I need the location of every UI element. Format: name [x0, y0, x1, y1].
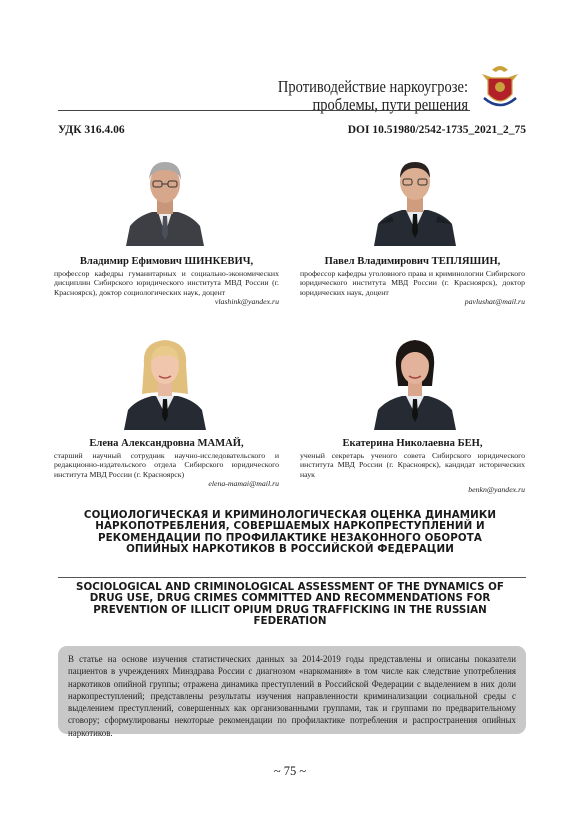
- author-affiliation: ученый секретарь ученого совета Сибирского юридического института МВД России (г. Красноярск), кандидат исторических наук: [300, 451, 525, 479]
- author-email[interactable]: vlashink@yandex.ru: [214, 297, 279, 307]
- journal-title-line1: Противодействие наркоугрозе:: [277, 77, 468, 96]
- abstract-box: [58, 646, 526, 738]
- author-photo-ben: [372, 334, 458, 430]
- author-photo-shinkevich: [122, 150, 208, 246]
- author-name: Екатерина Николаевна БЕН,: [342, 438, 483, 449]
- author-block-teplyashin: [300, 256, 525, 307]
- author-block-mamai: [54, 438, 279, 489]
- header-rule: [58, 110, 470, 111]
- article-title-en: SOCIOLOGICAL AND CRIMINOLOGICAL ASSESSMENT OF THE DYNAMICS OF DRUG USE, DRUG CRIMES COMMITTED AND RECOMMENDATIONS FOR PREVENTION OF ILLICIT OPIUM DRUG TRAFFICKING IN THE RUSSIAN FEDERATION: [76, 581, 504, 627]
- author-name: Елена Александровна МАМАЙ,: [89, 438, 244, 449]
- author-email[interactable]: benkn@yandex.ru: [468, 485, 525, 495]
- author-name: Владимир Ефимович ШИНКЕВИЧ,: [79, 256, 254, 267]
- author-photo-teplyashin: [372, 150, 458, 246]
- author-affiliation: профессор кафедры уголовного права и криминологии Сибирского юридического института МВД России (г. Красноярск), доктор юридических наук, доцент: [300, 269, 525, 297]
- author-email[interactable]: elena-mamai@mail.ru: [208, 479, 279, 489]
- abstract-text: В статье на основе изучения статистических данных за 2014-2019 годы представлены и описаны показатели пациентов в учреждениях Минздрава России с диагнозом «наркомания» в том числе как следствие употребления наркотиков опийной группы; отражена динамика преступлений в Российской Федерации с выделением в них доли наркопреступлений; представлены результаты изучения направленности криминализации социальной среды с выделением преступлений, совершенных как организованными группами, так и группами по предварительному сговору; сформулированы некоторые рекомендации по профилактике потребления и распространения опийных наркотиков.: [68, 654, 516, 738]
- article-title-ru: СОЦИОЛОГИЧЕСКАЯ И КРИМИНОЛОГИЧЕСКАЯ ОЦЕНКА ДИНАМИКИ НАРКОПОТРЕБЛЕНИЯ, СОВЕРШАЕМЫХ НАРКОПРЕСТУПЛЕНИЙ И РЕКОМЕНДАЦИИ ПО ПРОФИЛАКТИКЕ НЕЗАКОННОГО ОБОРОТА ОПИЙНЫХ НАРКОТИКОВ В РОССИЙСКОЙ ФЕДЕРАЦИИ: [83, 509, 497, 555]
- mvd-emblem-icon: [478, 60, 522, 112]
- udk-code: УДК 316.4.06: [58, 124, 125, 136]
- author-email[interactable]: pavlushat@mail.ru: [464, 297, 525, 307]
- author-name: Павел Владимирович ТЕПЛЯШИН,: [324, 256, 501, 267]
- page-number: ~ 75 ~: [273, 764, 307, 778]
- doi: DOI 10.51980/2542-1735_2021_2_75: [347, 124, 526, 136]
- journal-title-line2: проблемы, пути решения: [312, 95, 468, 114]
- author-block-ben: [300, 438, 525, 495]
- author-affiliation: профессор кафедры гуманитарных и социально-экономических дисциплин Сибирского юридического института МВД России (г. Красноярск), доктор социологических наук, доцент: [54, 269, 279, 297]
- author-block-shinkevich: [54, 256, 279, 307]
- author-photo-mamai: [122, 334, 208, 430]
- journal-title: [278, 78, 468, 114]
- author-affiliation: старший научный сотрудник научно-исследовательского и редакционно-издательского отдела Сибирского юридического института МВД России (г. Красноярск): [54, 451, 279, 479]
- title-separator: [58, 577, 526, 578]
